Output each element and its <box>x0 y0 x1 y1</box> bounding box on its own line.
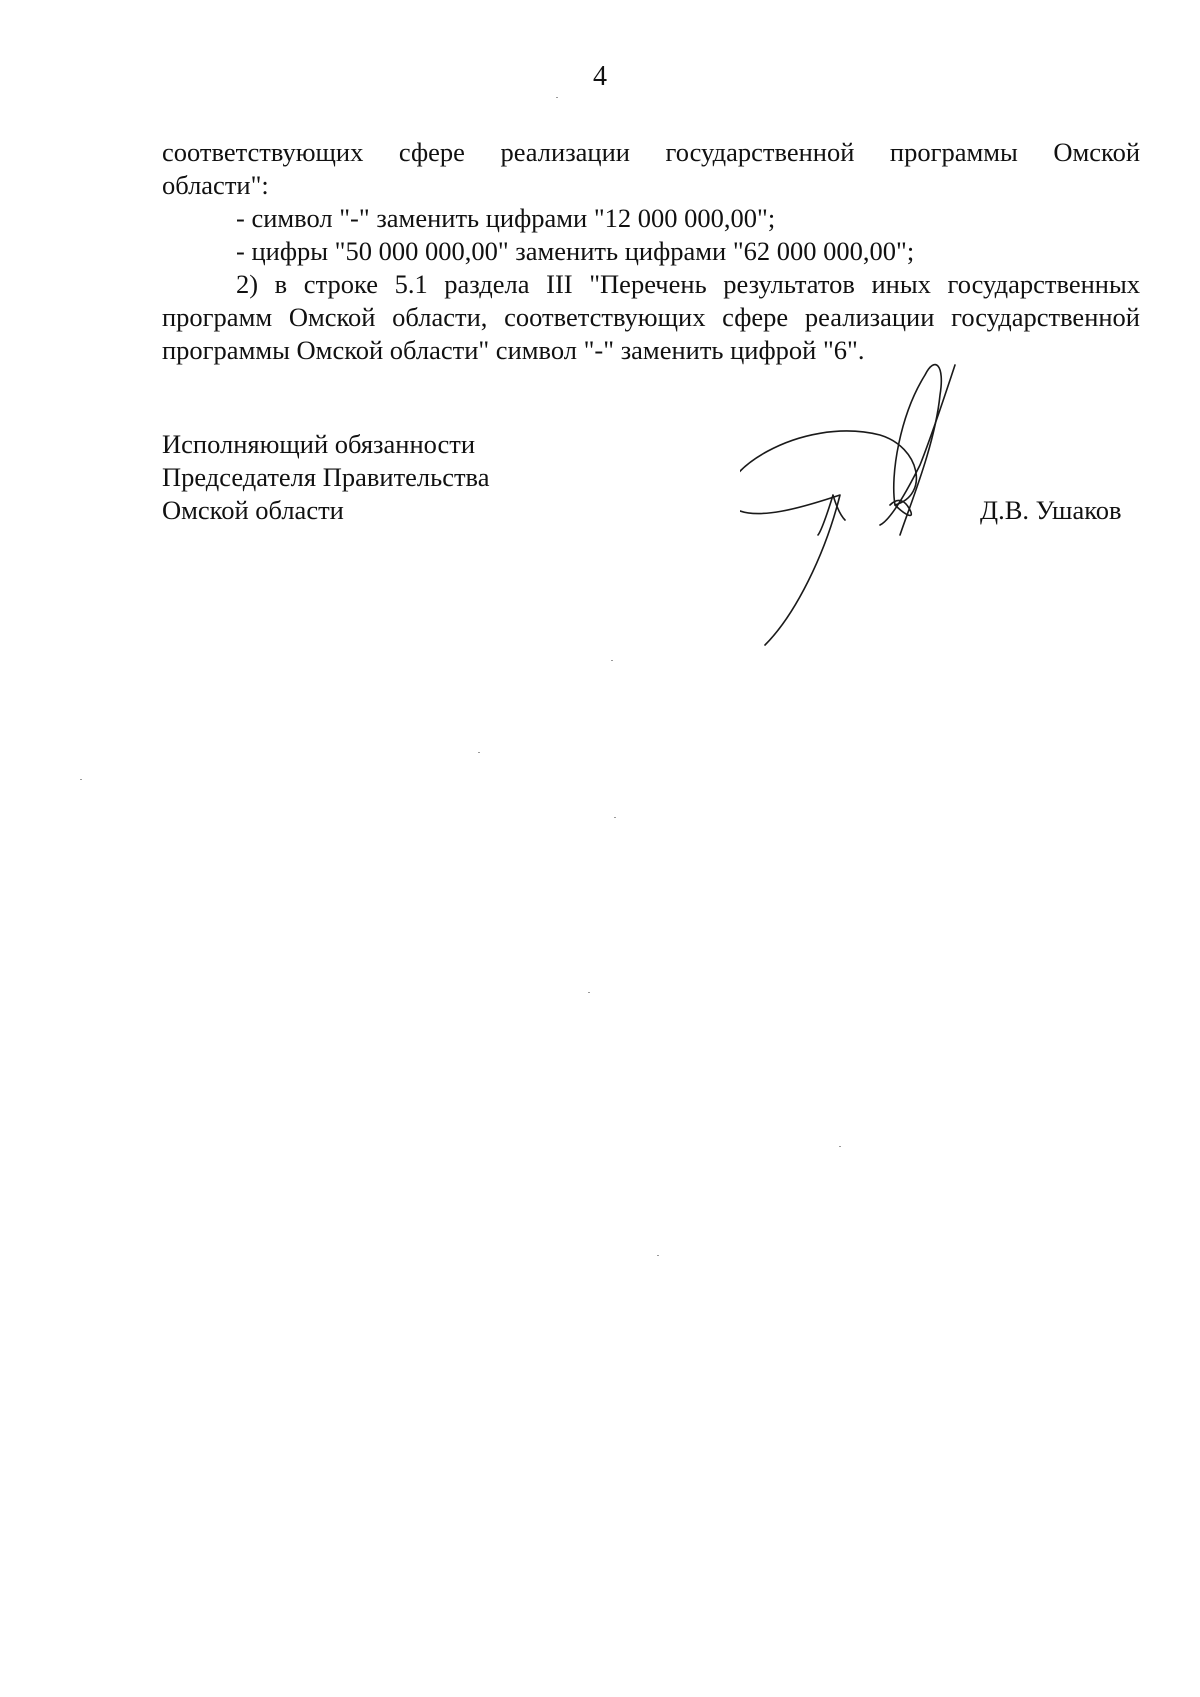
scan-speck <box>657 1255 659 1256</box>
amendment-item-2: - цифры "50 000 000,00" заменить цифрами "62 000 000,00"; <box>236 236 915 266</box>
scan-speck <box>588 992 590 993</box>
position-line: Исполняющий обязанности <box>162 429 476 459</box>
signatory-name: Д.В. Ушаков <box>980 495 1122 525</box>
body-line-continuation-end: области": <box>162 170 269 200</box>
signatory-position <box>162 428 490 527</box>
document-body <box>162 136 1140 367</box>
amendment-item-1: - символ "-" заменить цифрами "12 000 000,00"; <box>236 203 776 233</box>
handwritten-signature <box>740 355 1000 665</box>
scan-speck <box>614 817 616 818</box>
position-line: Омской области <box>162 495 344 525</box>
page-number: 4 <box>593 61 607 92</box>
amendment-paragraph-2: 2) в строке 5.1 раздела III "Перечень результатов иных государственных программ Омской области, соответствующих сфере реализации государственной программы Омской области" символ "-" заменить цифрой "6". <box>162 269 1140 365</box>
position-line: Председателя Правительства <box>162 462 490 492</box>
scan-speck <box>478 752 480 753</box>
scan-speck <box>839 1146 841 1147</box>
scan-speck <box>611 660 613 661</box>
scan-speck <box>556 97 558 98</box>
body-line-continuation: соответствующих сфере реализации государственной программы Омской <box>162 137 1140 167</box>
scan-speck <box>80 779 82 780</box>
